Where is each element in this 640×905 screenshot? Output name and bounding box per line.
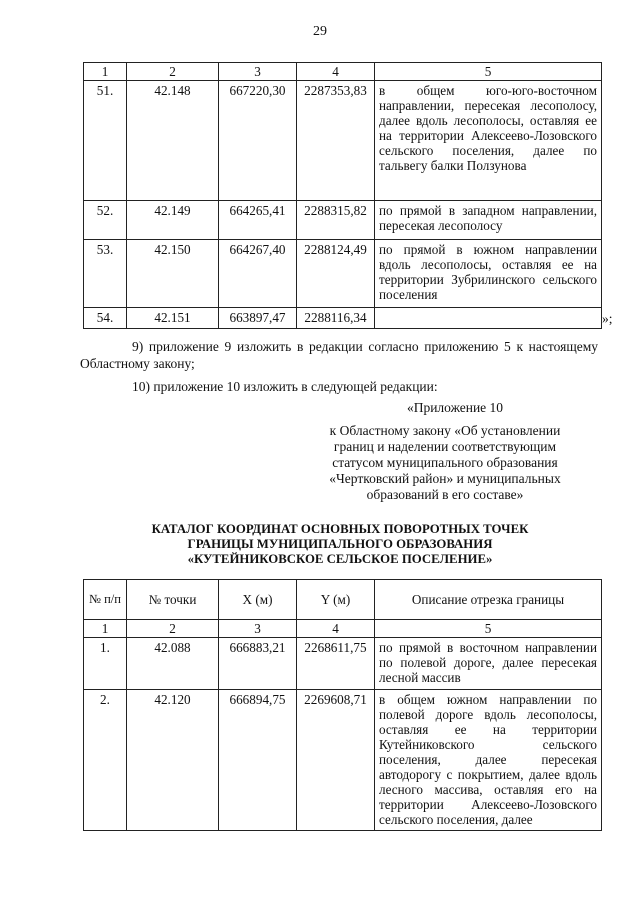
- x-coordinate: 663897,47: [219, 308, 297, 329]
- segment-description: по прямой в восточном направлении по полевой дороге, далее пересекая лесной массив: [375, 638, 602, 690]
- table-row: [84, 690, 602, 831]
- x-coordinate: 666894,75: [219, 690, 297, 831]
- row-index: 2.: [84, 690, 127, 831]
- annex-title: «Приложение 10: [406, 400, 504, 415]
- column-number: 1: [84, 620, 127, 638]
- x-coordinate: 664265,41: [219, 201, 297, 240]
- point-id: 42.148: [127, 81, 219, 201]
- segment-description: по прямой в южном направлении вдоль лесополосы, оставляя ее на территории Зубрилинского сельского поселения: [375, 240, 602, 308]
- closing-quote-mark: »;: [602, 311, 613, 326]
- point-id: 42.150: [127, 240, 219, 308]
- annex-line: статусом муниципального образования: [332, 455, 558, 470]
- row-index: 54.: [84, 308, 127, 329]
- row-index: 1.: [84, 638, 127, 690]
- column-number: 5: [375, 620, 602, 638]
- column-header: Y (м): [297, 580, 375, 620]
- x-coordinate: 664267,40: [219, 240, 297, 308]
- segment-description: по прямой в западном направлении, пересекая лесополосу: [375, 201, 602, 240]
- point-id: 42.088: [127, 638, 219, 690]
- y-coordinate: 2288116,34: [297, 308, 375, 329]
- y-coordinate: 2287353,83: [297, 81, 375, 201]
- column-header: Описание отрезка границы: [375, 580, 602, 620]
- column-number: 1: [84, 63, 127, 81]
- segment-description: в общем юго-юго-восточном направлении, пересекая лесополосу, далее вдоль лесополосы, оставляя ее на территории Алексеево-Лозовского сельского поселения, далее по тальвегу балки Ползунова: [375, 81, 602, 201]
- catalog-title: [80, 522, 600, 567]
- segment-description: [375, 308, 602, 329]
- y-coordinate: 2288124,49: [297, 240, 375, 308]
- annex-caption: [300, 423, 590, 503]
- column-number: 4: [297, 620, 375, 638]
- table-header-numbers: [84, 620, 602, 638]
- annex-line: образований в его составе»: [366, 487, 524, 502]
- table-header-numbers: [84, 63, 602, 81]
- column-number: 4: [297, 63, 375, 81]
- y-coordinate: 2268611,75: [297, 638, 375, 690]
- annex-line: границ и наделении соответствующим: [333, 439, 557, 454]
- catalog-coordinates-table: [83, 579, 602, 831]
- annex-line: к Областному закону «Об установлении: [329, 423, 561, 438]
- table-row: [84, 81, 602, 201]
- row-index: 52.: [84, 201, 127, 240]
- catalog-title-line: «КУТЕЙНИКОВСКОЕ СЕЛЬСКОЕ ПОСЕЛЕНИЕ»: [187, 552, 493, 566]
- row-index: 51.: [84, 81, 127, 201]
- annex-line: «Чертковский район» и муниципальных: [329, 471, 561, 486]
- paragraph-9: 9) приложение 9 изложить в редакции согласно приложению 5 к настоящему Областному закону;: [80, 339, 598, 371]
- page-number: 29: [313, 24, 327, 39]
- column-header: № п/п: [84, 580, 127, 620]
- column-number: 3: [219, 63, 297, 81]
- column-number: 5: [375, 63, 602, 81]
- y-coordinate: 2288315,82: [297, 201, 375, 240]
- paragraph-10: 10) приложение 10 изложить в следующей редакции:: [132, 379, 438, 394]
- column-header: X (м): [219, 580, 297, 620]
- segment-description: в общем южном направлении по полевой дороге вдоль лесополосы, оставляя ее на территории Кутейниковского сельского поселения, далее пересекая автодорогу с покрытием, далее вдоль лесного массива, оставляя его на территории Алексеево-Лозовского сельского поселения, далее: [375, 690, 602, 831]
- coordinates-table-continuation: [83, 62, 602, 329]
- point-id: 42.120: [127, 690, 219, 831]
- row-index: 53.: [84, 240, 127, 308]
- column-number: 3: [219, 620, 297, 638]
- table-header: [84, 580, 602, 620]
- catalog-title-line: КАТАЛОГ КООРДИНАТ ОСНОВНЫХ ПОВОРОТНЫХ ТОЧЕК: [151, 522, 529, 536]
- table-row: [84, 240, 602, 308]
- x-coordinate: 666883,21: [219, 638, 297, 690]
- table-row: [84, 308, 602, 329]
- table-row: [84, 201, 602, 240]
- catalog-title-line: ГРАНИЦЫ МУНИЦИПАЛЬНОГО ОБРАЗОВАНИЯ: [187, 537, 493, 551]
- column-number: 2: [127, 63, 219, 81]
- point-id: 42.151: [127, 308, 219, 329]
- y-coordinate: 2269608,71: [297, 690, 375, 831]
- column-header: № точки: [127, 580, 219, 620]
- x-coordinate: 667220,30: [219, 81, 297, 201]
- point-id: 42.149: [127, 201, 219, 240]
- table-row: [84, 638, 602, 690]
- column-number: 2: [127, 620, 219, 638]
